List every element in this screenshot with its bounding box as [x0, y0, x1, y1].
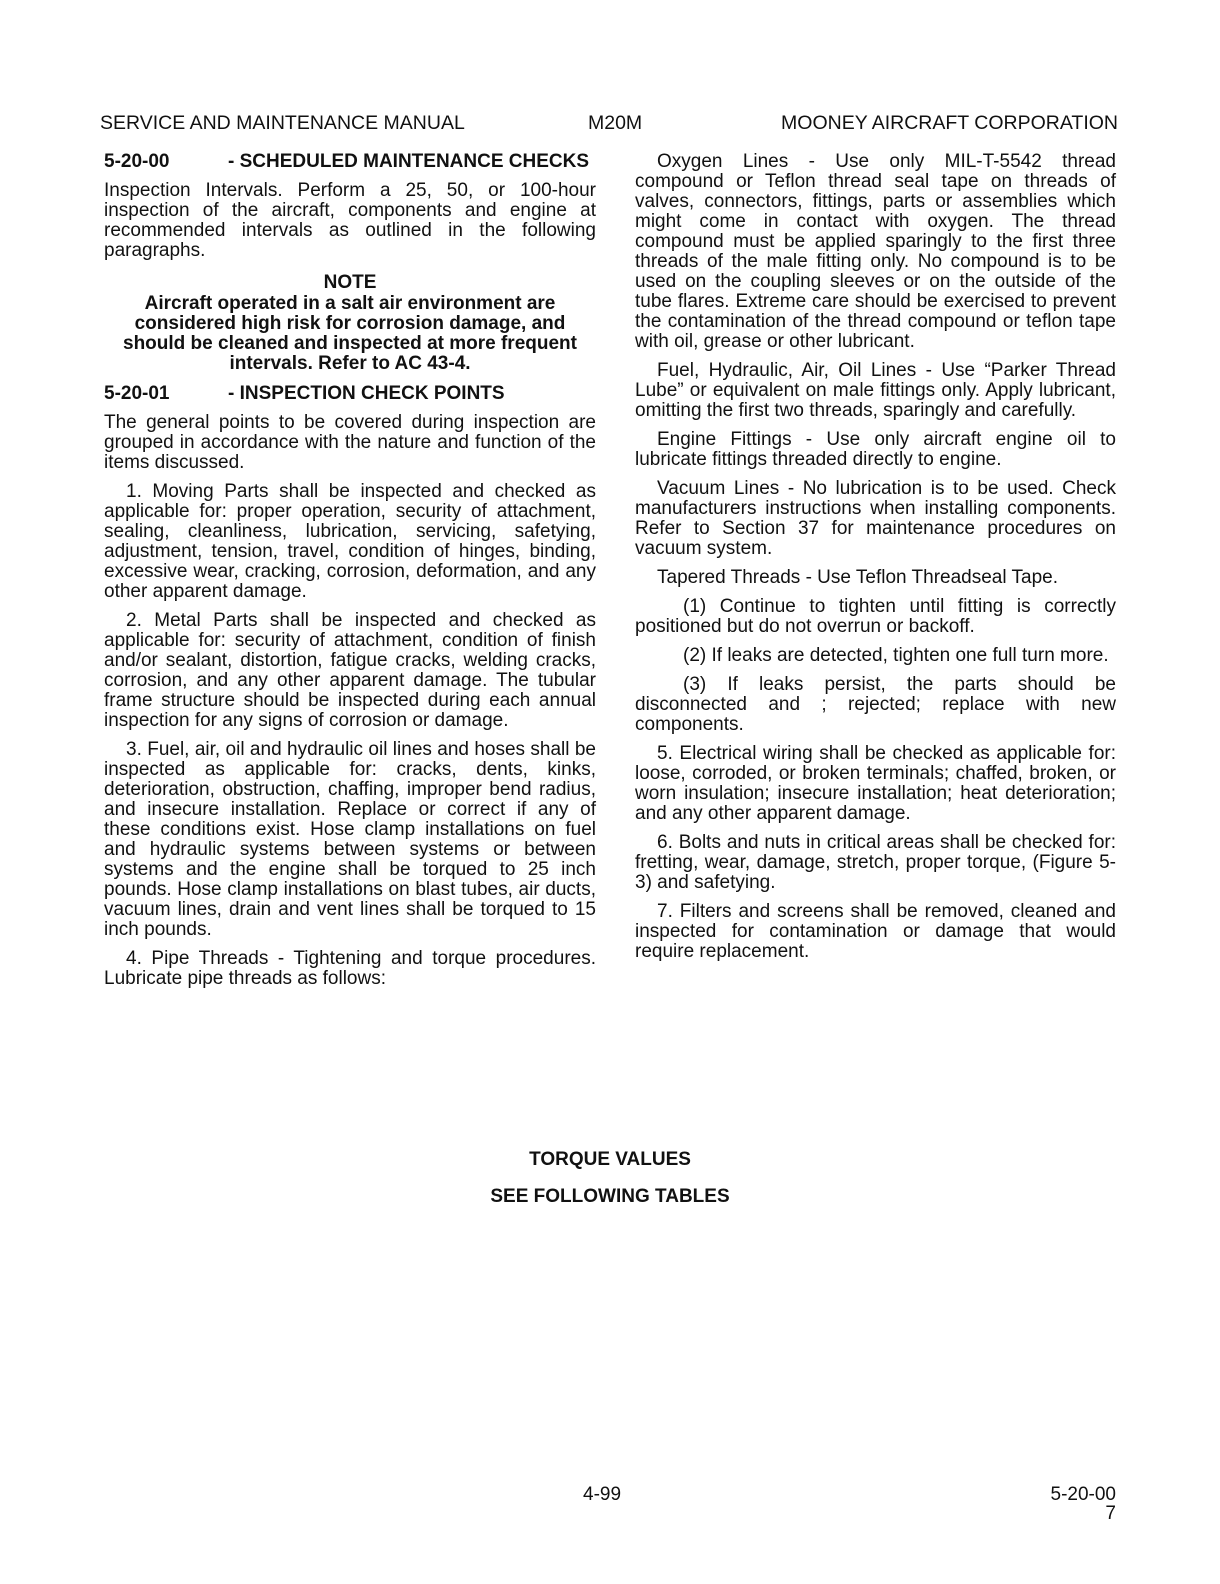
list-item-bolts-nuts: 6. Bolts and nuts in critical areas shall be checked for: fretting, wear, damage, stretch, proper torque, (Figure 5-3) and safetying. [635, 832, 1116, 893]
note-body: Aircraft operated in a salt air environment are considered high risk for corrosion damage, and should be cleaned and inspected at more frequent intervals. Refer to AC 43-4. [123, 293, 577, 374]
section-title: - INSPECTION CHECK POINTS [228, 383, 505, 404]
page-header [100, 113, 1118, 137]
paragraph-inspection-intervals: Inspection Intervals. Perform a 25, 50, or 100-hour inspection of the aircraft, components and engine at recommended intervals as outlined in the following paragraphs. [104, 180, 596, 261]
note-box [104, 273, 596, 374]
paragraph-oxygen-lines: Oxygen Lines - Use only MIL-T-5542 thread compound or Teflon thread seal tape on threads of valves, connectors, fittings, parts or assemblies which might come in contact with oxygen. The thread compound must be applied sparingly to the first three threads of the male fitting only. No compound is to be used on the coupling sleeves or on the outside of the tube flares. Extreme care should be exercised to prevent the contamination of the thread compound or teflon tape with oil, grease or other lubricant. [635, 151, 1116, 352]
paragraph-fuel-lines: Fuel, Hydraulic, Air, Oil Lines - Use “Parker Thread Lube” or equivalent on male fittings only. Apply lubricant, omitting the first two threads, sparingly and carefully. [635, 360, 1116, 421]
torque-values-heading: TORQUE VALUES [529, 1149, 691, 1170]
paragraph-vacuum-lines: Vacuum Lines - No lubrication is to be used. Check manufacturers instructions when installing components. Refer to Section 37 for maintenance procedures on vacuum system. [635, 478, 1116, 559]
section-title: - SCHEDULED MAINTENANCE CHECKS [228, 151, 590, 172]
section-heading-5-20-00 [104, 152, 596, 172]
section-number: 5-20-01 [104, 383, 170, 404]
footer-section-code [1051, 1485, 1117, 1523]
section-heading-5-20-01 [104, 384, 596, 404]
list-item-pipe-threads: 4. Pipe Threads - Tightening and torque procedures. Lubricate pipe threads as follows: [104, 948, 596, 989]
list-item-filters-screens: 7. Filters and screens shall be removed, cleaned and inspected for contamination or damage that would require replacement. [635, 901, 1116, 962]
page-number: 4-99 [583, 1484, 622, 1505]
step-1: (1) Continue to tighten until fitting is correctly positioned but do not overrun or backoff. [635, 596, 1116, 637]
step-2: (2) If leaks are detected, tighten one full turn more. [683, 645, 1109, 666]
revision-number: 7 [1105, 1503, 1116, 1524]
right-column [635, 152, 1116, 971]
section-code: 5-20-00 [1050, 1484, 1116, 1505]
note-title: NOTE [323, 272, 377, 293]
step-3: (3) If leaks persist, the parts should be disconnected and ; rejected; replace with new components. [635, 674, 1116, 735]
paragraph-general-points: The general points to be covered during inspection are grouped in accordance with the nature and function of the items discussed. [104, 412, 596, 473]
section-number: 5-20-00 [104, 151, 170, 172]
list-item-electrical-wiring: 5. Electrical wiring shall be checked as applicable for: loose, corroded, or broken terminals; chaffed, broken, or worn insulation; insecure installation; heat deterioration; and any other apparent damage. [635, 743, 1116, 824]
list-item-lines-hoses: 3. Fuel, air, oil and hydraulic oil lines and hoses shall be inspected as applicable for: cracks, dents, kinks, deterioration, obstruction, chaffing, improper bend radius, and insecure installation. Replace or correct if any of these conditions exist. Hose clamp installations on fuel and hydraulic systems between systems or between systems and the engine shall be torqued to 25 inch pounds. Hose clamp installations on blast tubes, air ducts, vacuum lines, drain and vent lines shall be torqued to 15 inch pounds. [104, 739, 596, 940]
paragraph-tapered-threads: Tapered Threads - Use Teflon Threadseal Tape. [657, 567, 1059, 588]
list-item-metal-parts: 2. Metal Parts shall be inspected and checked as applicable for: security of attachment, condition of finish and/or sealant, distortion, fatigue cracks, welding cracks, corrosion, and any other apparent damage. The tubular frame structure should be inspected during each annual inspection for any signs of corrosion or damage. [104, 610, 596, 731]
header-manual-title: SERVICE AND MAINTENANCE MANUAL [100, 112, 465, 134]
left-column [104, 152, 596, 998]
header-company: MOONEY AIRCRAFT CORPORATION [781, 112, 1118, 134]
see-following-tables: SEE FOLLOWING TABLES [490, 1186, 730, 1207]
paragraph-engine-fittings: Engine Fittings - Use only aircraft engine oil to lubricate fittings threaded directly to engine. [635, 429, 1116, 470]
list-item-moving-parts: 1. Moving Parts shall be inspected and checked as applicable for: proper operation, security of attachment, sealing, cleanliness, lubrication, servicing, safetying, adjustment, tension, travel, condition of hinges, binding, excessive wear, cracking, corrosion, deformation, and any other apparent damage. [104, 481, 596, 602]
header-model: M20M [588, 112, 643, 134]
